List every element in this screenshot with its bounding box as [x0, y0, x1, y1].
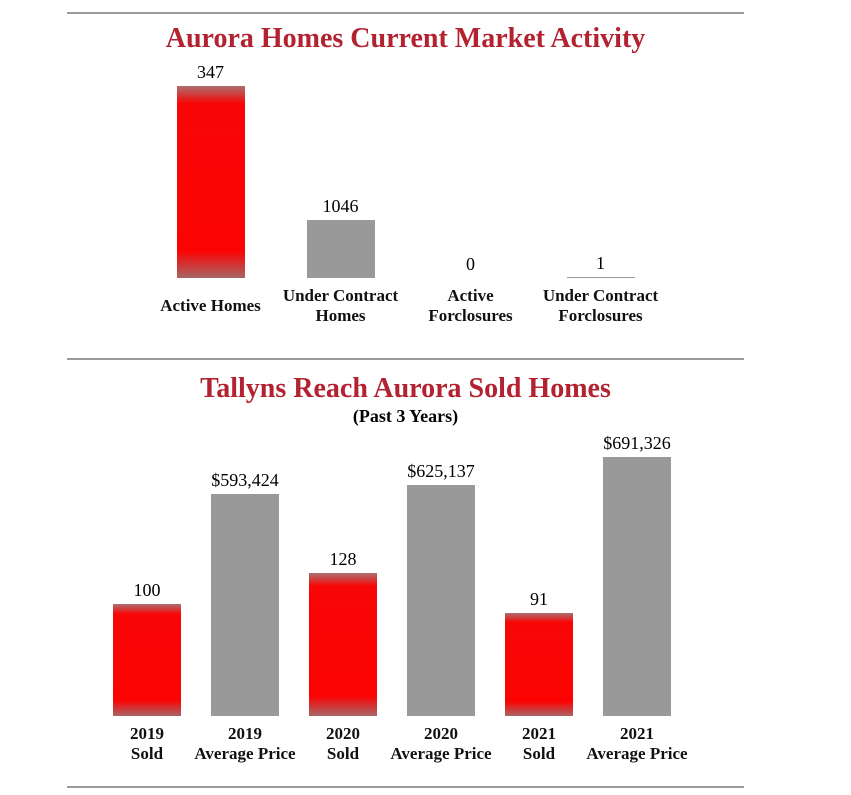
plot-cell	[146, 58, 276, 278]
category-label-line: 2019	[228, 724, 262, 744]
category-label-line: Under Contract	[282, 285, 399, 305]
sold-homes-bars	[98, 434, 686, 764]
bar	[407, 485, 475, 716]
bar-value-label: 1	[596, 252, 605, 273]
category-label-line: Sold	[130, 744, 164, 764]
bar	[505, 613, 573, 716]
bar-value-label: 1046	[322, 195, 359, 216]
category-label-line: 2021	[620, 724, 654, 744]
plot-cell	[588, 434, 686, 716]
bar	[211, 494, 279, 716]
category-label	[586, 724, 687, 764]
category-label	[390, 724, 491, 764]
bar	[177, 86, 245, 278]
bar-column	[392, 434, 490, 764]
category-label	[130, 724, 164, 764]
category-label-line: Active Homes	[160, 295, 261, 315]
bar-value-label: 100	[133, 580, 161, 601]
category-label-line: Active	[447, 285, 494, 305]
bar	[307, 220, 375, 278]
bar	[603, 457, 671, 716]
category-label-line: 2021	[522, 724, 556, 744]
bar-column	[98, 434, 196, 764]
bar-column	[276, 58, 406, 326]
plot-cell	[536, 58, 666, 278]
bar-column	[588, 434, 686, 764]
bar-column	[196, 434, 294, 764]
category-label-line: Average Price	[390, 744, 492, 764]
market-activity-chart	[67, 22, 744, 326]
category-label-line: Sold	[326, 744, 360, 764]
market-activity-title: Aurora Homes Current Market Activity	[165, 23, 646, 54]
category-label-line: Forclosures	[558, 305, 643, 325]
category-label-line: Average Price	[194, 744, 296, 764]
category-label-line: Sold	[522, 744, 556, 764]
category-label-line: Average Price	[586, 744, 688, 764]
category-label-line: 2020	[424, 724, 458, 744]
plot-cell	[276, 58, 406, 278]
plot-cell	[490, 434, 588, 716]
bottom-divider	[67, 786, 744, 788]
bar-column	[406, 58, 536, 326]
plot-cell	[392, 434, 490, 716]
bar	[567, 277, 635, 278]
category-label-line: Homes	[315, 305, 366, 325]
bar	[309, 573, 377, 716]
market-activity-bars	[67, 58, 744, 326]
bar-column	[490, 434, 588, 764]
bar-value-label: $593,424	[211, 470, 279, 491]
bar-value-label: $625,137	[407, 461, 475, 482]
bar-value-label: $691,326	[603, 433, 671, 454]
bar-value-label: 128	[329, 549, 357, 570]
category-label	[428, 286, 512, 326]
bar-value-label: 91	[530, 589, 548, 610]
middle-divider	[67, 358, 744, 360]
plot-cell	[406, 58, 536, 278]
plot-cell	[196, 434, 294, 716]
category-label	[543, 286, 658, 326]
bar-column	[294, 434, 392, 764]
bar-value-label: 347	[197, 61, 224, 82]
category-label	[326, 724, 360, 764]
category-label-line: Under Contract	[542, 285, 659, 305]
bar-column	[536, 58, 666, 326]
category-label-line: 2020	[326, 724, 360, 744]
report-content	[67, 12, 744, 788]
category-label	[283, 286, 398, 326]
category-label-line: 2019	[130, 724, 164, 744]
plot-cell	[294, 434, 392, 716]
plot-cell	[98, 434, 196, 716]
sold-homes-title: Tallyns Reach Aurora Sold Homes	[200, 372, 611, 404]
category-label	[160, 286, 261, 326]
sold-homes-subtitle: (Past 3 Years)	[352, 406, 459, 427]
sold-homes-chart	[67, 372, 744, 765]
bar	[113, 604, 181, 716]
category-label	[194, 724, 295, 764]
category-label	[522, 724, 556, 764]
category-label-line: Forclosures	[428, 305, 513, 325]
top-divider	[67, 12, 744, 14]
bar-value-label: 0	[466, 253, 475, 274]
bar-column	[146, 58, 276, 326]
